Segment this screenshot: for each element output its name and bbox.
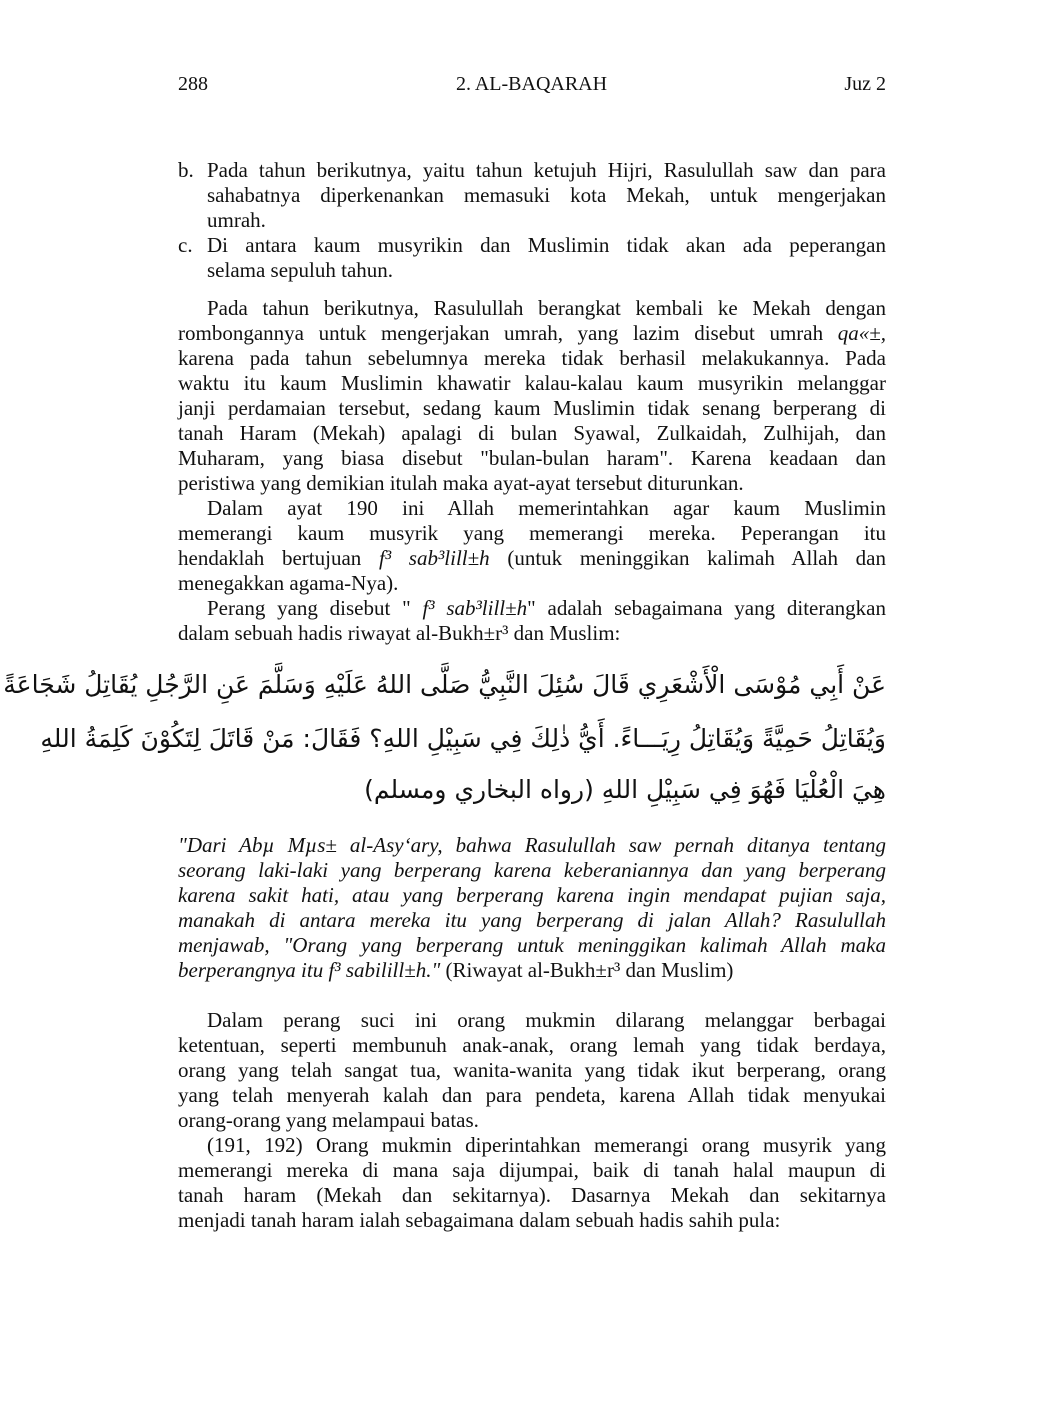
text-line xyxy=(178,371,886,396)
italic-segment: menjawab, "Orang yang berperang untuk meninggikan kalimah Allah maka xyxy=(178,933,886,957)
text-line xyxy=(178,296,886,321)
text-segment: ketentuan, seperti membunuh anak-anak, orang lemah yang tidak berdaya, xyxy=(178,1033,886,1057)
chapter-title: 2. AL-BAQARAH xyxy=(455,73,608,95)
italic-segment: manakah di antara mereka itu yang berperang di jalan Allah? Rasulullah xyxy=(178,908,886,932)
arabic-hadith-line: وَيُقَاتِلُ حَمِيَّةً وَيُقَاتِلُ رِيَـــاءً. أَيُّ ذٰلِكَ فِي سَبِيْلِ اللهِ؟ فَقَالَ: مَنْ قَاتَلَ لِتَكُوْنَ كَلِمَةُ اللهِ xyxy=(40,724,886,753)
text-line xyxy=(178,183,886,208)
italic-segment: qa«±, xyxy=(837,321,886,345)
text-segment: Pada tahun berikutnya, Rasulullah berangkat kembali ke Mekah dengan xyxy=(207,296,886,320)
text-segment: yang telah menyerah kalah dan para pendeta, karena Allah tidak menyukai xyxy=(178,1083,886,1107)
text-line xyxy=(178,858,886,883)
paragraph-hadis-intro xyxy=(178,596,886,646)
text-line xyxy=(178,621,886,646)
text-line xyxy=(178,596,886,621)
paragraph-perang-suci xyxy=(178,1008,886,1133)
italic-segment: f³ sab³lill±h xyxy=(378,546,490,570)
page-number: 288 xyxy=(178,73,208,95)
text-line xyxy=(178,1008,886,1033)
text-line xyxy=(178,471,886,496)
text-segment: Pada tahun berikutnya, yaitu tahun ketujuh Hijri, Rasulullah saw dan para xyxy=(207,158,886,182)
text-segment: karena pada tahun sebelumnya mereka tidak berhasil melakukannya. Pada xyxy=(178,346,886,370)
text-line xyxy=(178,571,886,596)
text-segment: janji perdamaian tersebut, sedang kaum Muslimin tidak senang berperang di xyxy=(178,396,886,420)
text-line xyxy=(178,321,886,346)
text-line xyxy=(178,1083,886,1108)
italic-segment: "Dari Abµ Mµs± al-Asy‘ary, bahwa Rasulullah saw pernah ditanya tentang xyxy=(178,833,886,857)
list xyxy=(178,158,886,283)
arabic-hadith-line: هِيَ الْعُلْيَا فَهُوَ فِي سَبِيْلِ اللهِ (رواه البخاري ومسلم) xyxy=(364,775,886,804)
text-line xyxy=(178,208,886,233)
text-line xyxy=(178,1058,886,1083)
text-segment: Dalam perang suci ini orang mukmin dilarang melanggar berbagai xyxy=(207,1008,886,1032)
text-segment: (Riwayat al-Bukh±r³ dan Muslim) xyxy=(440,958,734,982)
text-line xyxy=(178,1158,886,1183)
text-segment: waktu itu kaum Muslimin khawatir kalau-kalau kaum musyrikin melanggar xyxy=(178,371,886,395)
text-segment: Muharam, yang biasa disebut "bulan-bulan haram". Karena keadaan dan xyxy=(178,446,886,470)
paragraph-umrah xyxy=(178,296,886,496)
text-line xyxy=(178,346,886,371)
arabic-hadith-line: عَنْ أَبِي مُوْسَى الْأَشْعَرِي قَالَ سُئِلَ النَّبِيُّ صَلَّى اللهُ عَلَيْهِ وَسَلَّمَ عَنِ الرَّجُلِ يُقَاتِلُ شَجَاعَةً xyxy=(3,670,886,699)
text-line xyxy=(178,421,886,446)
text-segment: memerangi mereka di mana saja dijumpai, baik di tanah halal maupun di xyxy=(178,1158,886,1182)
text-segment: (untuk meninggikan kalimah Allah dan xyxy=(489,546,887,570)
italic-segment: berperangnya itu f³ sabilill±h." xyxy=(178,958,441,982)
list-item xyxy=(178,233,886,283)
text-segment: rombongannya untuk mengerjakan umrah, yang lazim disebut umrah xyxy=(178,321,838,345)
paragraph-ayat-190 xyxy=(178,496,886,596)
text-line xyxy=(178,158,886,183)
text-segment: umrah. xyxy=(207,208,266,232)
text-segment: peristiwa yang demikian itulah maka ayat-ayat tersebut diturunkan. xyxy=(178,471,744,495)
text-segment: " adalah sebagaimana yang diterangkan xyxy=(527,596,886,620)
text-segment: hendaklah bertujuan xyxy=(178,546,379,570)
text-line xyxy=(178,1133,886,1158)
text-segment: orang-orang yang melampaui batas. xyxy=(178,1108,479,1132)
text-segment: sahabatnya diperkenankan memasuki kota Mekah, untuk mengerjakan xyxy=(207,183,886,207)
text-line xyxy=(178,833,886,858)
text-line xyxy=(178,908,886,933)
text-segment: Di antara kaum musyrikin dan Muslimin tidak akan ada peperangan xyxy=(207,233,886,257)
text-segment: menjadi tanah haram ialah sebagaimana dalam sebuah hadis sahih pula: xyxy=(178,1208,781,1232)
text-line xyxy=(178,521,886,546)
italic-segment: seorang laki-laki yang berperang karena keberaniannya dan yang berperang xyxy=(178,858,886,882)
text-segment: Dalam ayat 190 ini Allah memerintahkan agar kaum Muslimin xyxy=(207,496,886,520)
text-line xyxy=(178,496,886,521)
text-segment: tanah haram (Mekah dan sekitarnya). Dasarnya Mekah dan sekitarnya xyxy=(178,1183,886,1207)
paragraph-191-192 xyxy=(178,1133,886,1233)
text-line xyxy=(178,546,886,571)
text-line xyxy=(178,1208,886,1233)
text-line xyxy=(178,446,886,471)
text-line xyxy=(178,1033,886,1058)
text-segment: Perang yang disebut " xyxy=(207,596,423,620)
hadith-translation xyxy=(178,833,886,983)
text-line xyxy=(178,258,886,283)
text-segment: (191, 192) Orang mukmin diperintahkan memerangi orang musyrik yang xyxy=(207,1133,886,1157)
text-line xyxy=(178,396,886,421)
text-segment: memerangi kaum musyrik yang memerangi mereka. Peperangan itu xyxy=(178,521,886,545)
text-line xyxy=(178,883,886,908)
text-line xyxy=(178,233,886,258)
text-segment: tanah Haram (Mekah) apalagi di bulan Syawal, Zulkaidah, Zulhijah, dan xyxy=(178,421,886,445)
text-line xyxy=(178,1183,886,1208)
italic-segment: karena sakit hati, atau yang berperang karena ingin mendapat pujian saja, xyxy=(178,883,886,907)
text-line xyxy=(178,1108,886,1133)
list-label: c. xyxy=(178,233,193,257)
text-segment: selama sepuluh tahun. xyxy=(207,258,394,282)
text-line xyxy=(178,958,886,983)
juz-label: Juz 2 xyxy=(844,73,886,95)
text-segment: menegakkan agama-Nya). xyxy=(178,571,399,595)
text-segment: orang yang telah sangat tua, wanita-wanita yang tidak ikut berperang, orang xyxy=(178,1058,886,1082)
list-label: b. xyxy=(178,158,194,182)
text-segment: dalam sebuah hadis riwayat al-Bukh±r³ dan Muslim: xyxy=(178,621,621,645)
italic-segment: f³ sab³lill±h xyxy=(422,596,528,620)
list-item xyxy=(178,158,886,233)
text-line xyxy=(178,933,886,958)
